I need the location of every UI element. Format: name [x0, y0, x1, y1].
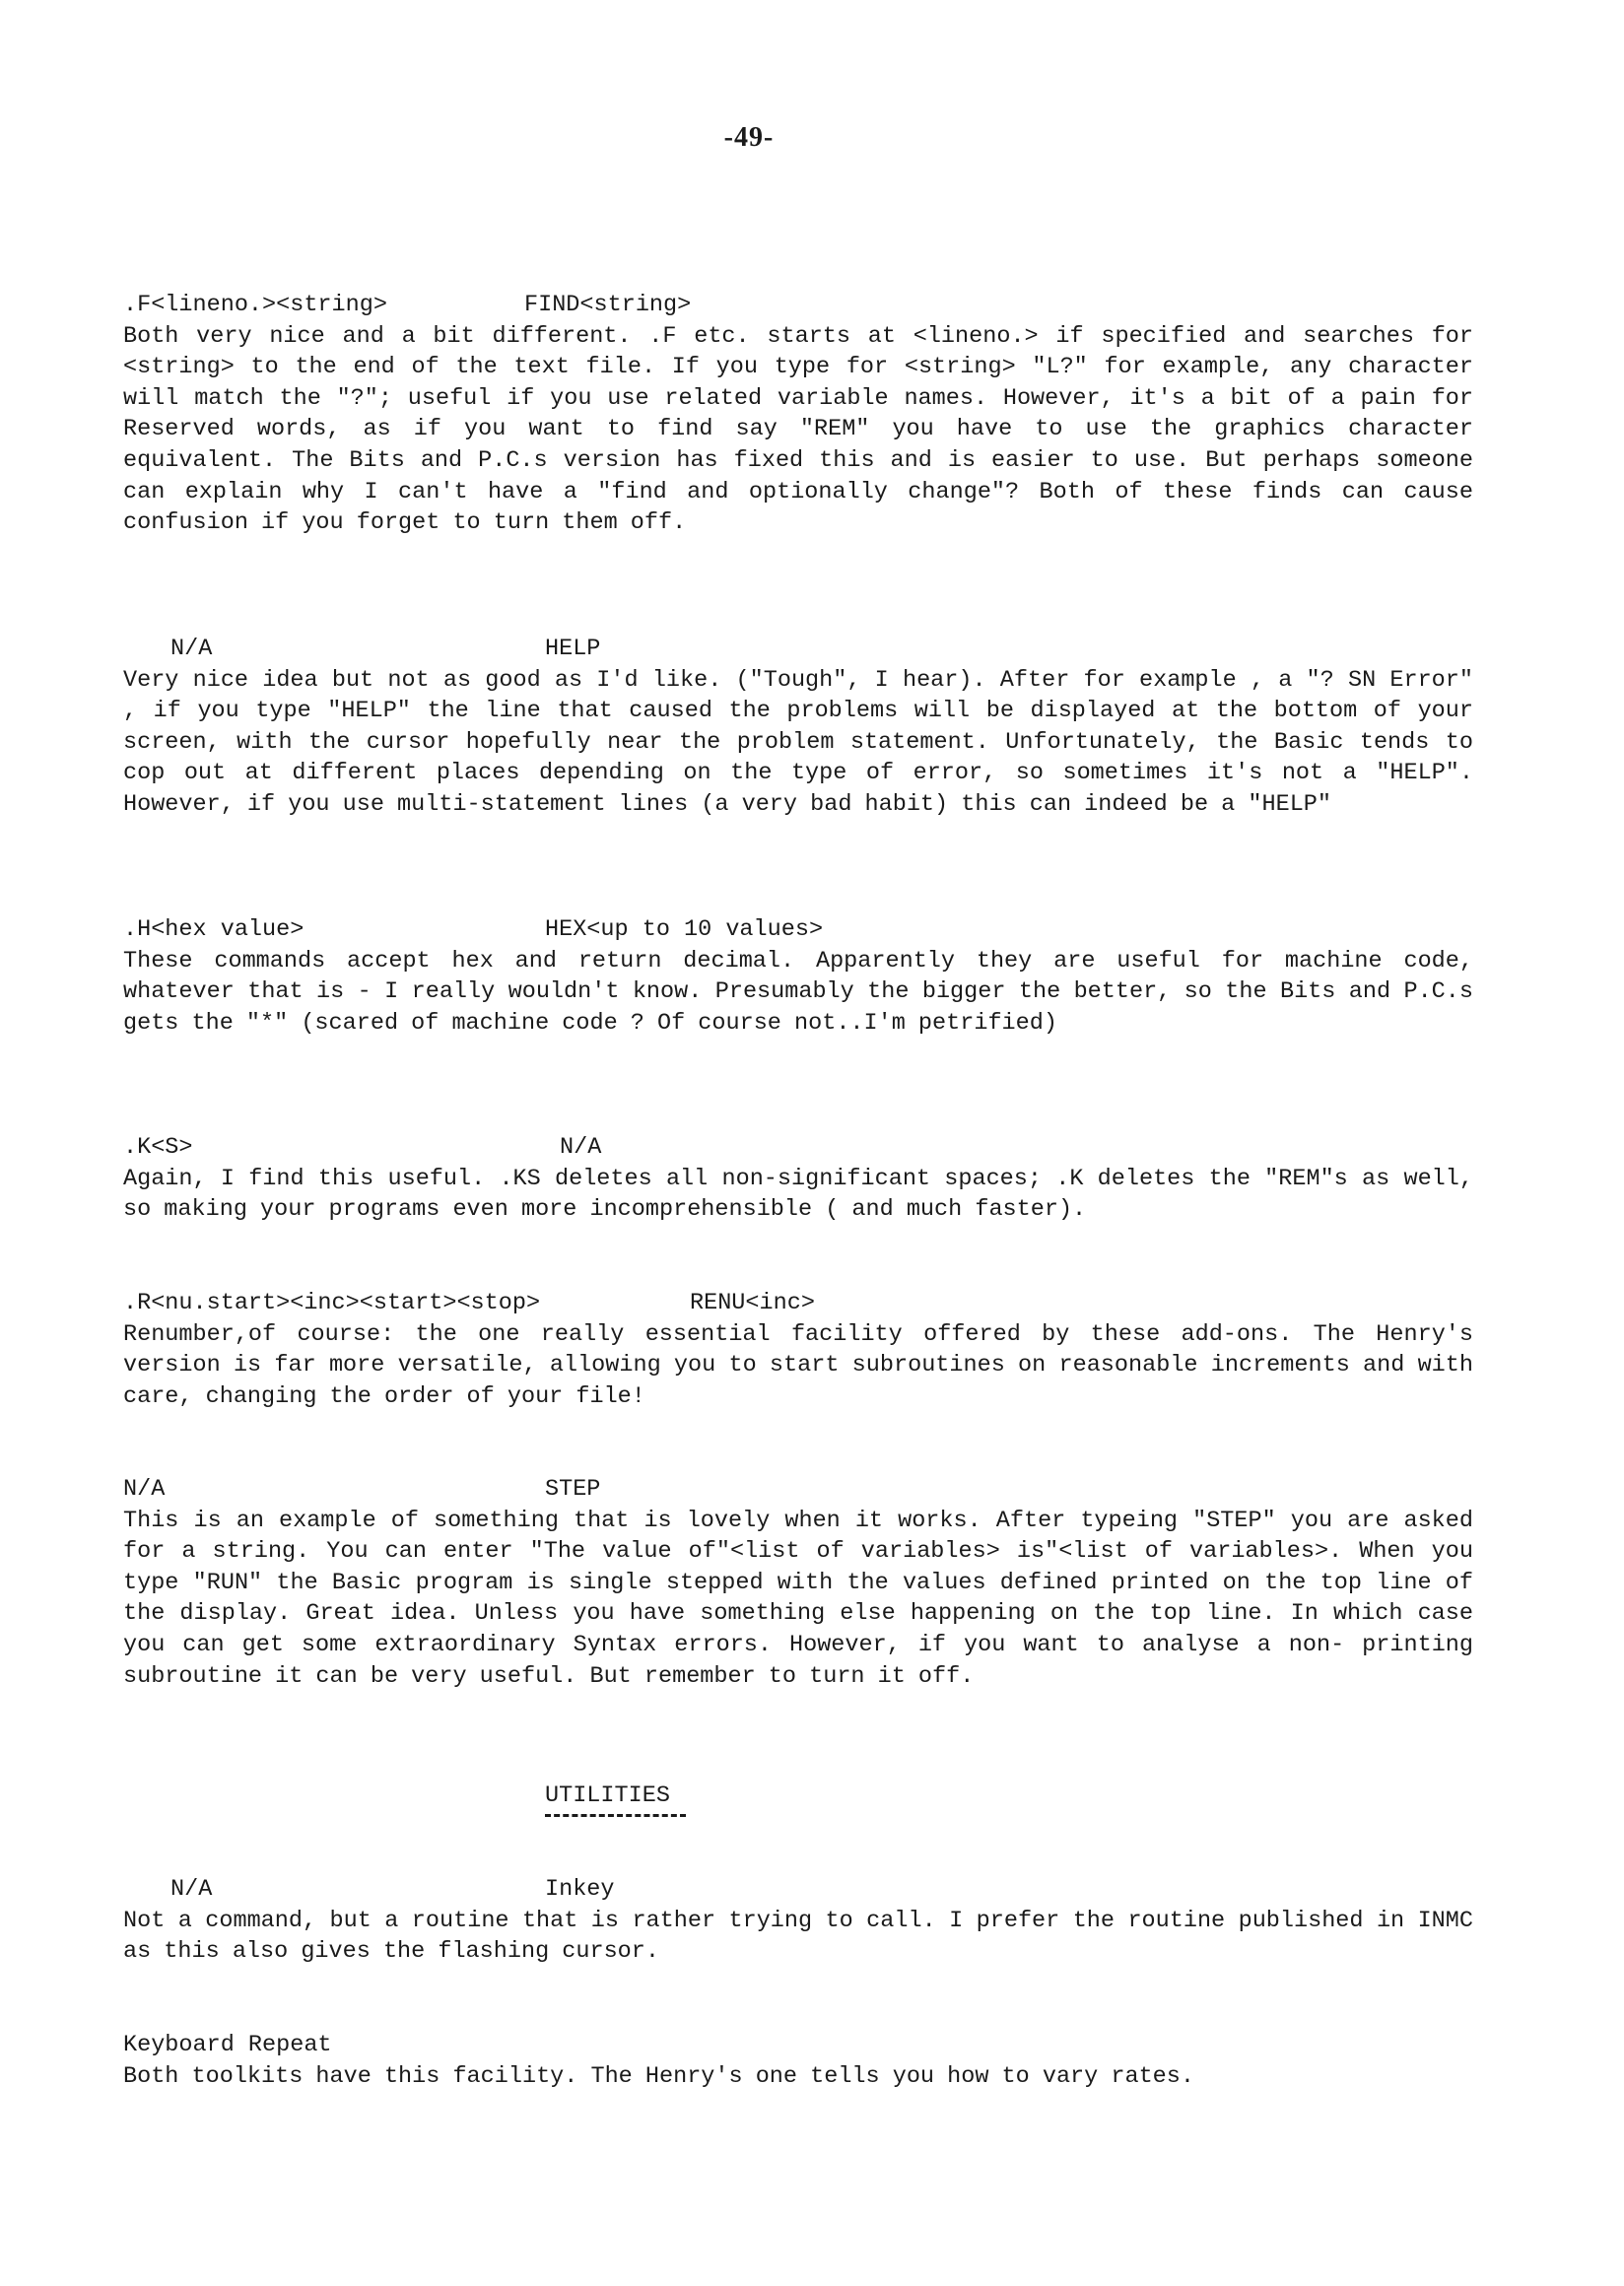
section-kill-spaces — [123, 1132, 1473, 1226]
page-number: -49- — [723, 122, 775, 153]
command-heading — [123, 290, 1473, 321]
section-find — [123, 290, 1473, 539]
section-body: Again, I find this useful. .KS deletes all non-significant spaces; .K deletes the "REM"s as well, so making your programs even more incomprehensible ( and much faster). — [123, 1165, 1473, 1224]
toolkit-a-command: .H<hex value> — [123, 916, 304, 943]
toolkit-a-command: N/A — [170, 1876, 213, 1903]
utilities-heading: UTILITIES — [545, 1782, 670, 1809]
toolkit-a-command: .R<nu.start><inc><start><stop> — [123, 1290, 541, 1316]
section-body: Very nice idea but not as good as I'd like. ("Tough", I hear). After for example , a "? SN Error" , if you type "HELP" the line that caused the problems will be displayed at the bottom of your screen, with the cursor hopefully near the problem statement. Unfortunately, the Basic tends to cop out at different places depending on the type of error, so sometimes it's not a "HELP". However, if you use multi-statement lines (a very bad habit) this can indeed be a "HELP" — [123, 666, 1473, 818]
command-heading — [123, 914, 1473, 946]
keyboard-repeat-title: Keyboard Repeat — [123, 2032, 332, 2058]
section-step — [123, 1474, 1473, 1692]
section-body: Both toolkits have this facility. The Henry's one tells you how to vary rates. — [123, 2062, 1194, 2090]
section-help — [123, 634, 1473, 821]
toolkit-b-command: FIND<string> — [524, 292, 692, 318]
toolkit-b-command: N/A — [560, 1134, 602, 1161]
toolkit-a-command: N/A — [123, 1476, 166, 1503]
toolkit-b-command: HELP — [545, 636, 601, 662]
section-body: Renumber,of course: the one really essential facility offered by these add-ons. The Henry's version is far more versatile, allowing you to start subroutines on reasonable increments and with care, changing the order of your file! — [123, 1320, 1473, 1410]
section-hex — [123, 914, 1473, 1039]
section-renumber — [123, 1288, 1473, 1412]
toolkit-b-command: STEP — [545, 1476, 601, 1503]
toolkit-b-command: HEX<up to 10 values> — [545, 916, 824, 943]
section-body: Both very nice and a bit different. .F etc. starts at <lineno.> if specified and searches for <string> to the end of the text file. If you type for <string> "L?" for example, any character will match the "?"; useful if you use related variable names. However, it's a bit of a pain for Reserved words, as if you want to find say "REM" you have to use the graphics character equivalent. The Bits and P.C.s version has fixed this and is easier to use. But perhaps someone can explain why I can't have a "find and optionally change"? Both of these finds can cause confusion if you forget to turn them off. — [123, 322, 1473, 537]
toolkit-a-command: .F<lineno.><string> — [123, 292, 387, 318]
section-body: These commands accept hex and return decimal. Apparently they are useful for machine code, whatever that is - I really wouldn't know. Presumably the bigger the better, so the Bits and P.C.s gets the "*" (scared of machine code ? Of course not..I'm petrified) — [123, 947, 1473, 1037]
section-inkey — [123, 1874, 1473, 1968]
section-body: Not a command, but a routine that is rather trying to call. I prefer the routine published in INMC as this also gives the flashing cursor. — [123, 1907, 1473, 1966]
toolkit-b-command: Inkey — [545, 1876, 615, 1903]
command-heading — [123, 1874, 1473, 1906]
section-body: This is an example of something that is lovely when it works. After typeing "STEP" you are asked for a string. You can enter "The value of"<list of variables> is"<list of variables>. When you type "RUN" the Basic program is single stepped with the values defined printed on the top line of the display. Great idea. Unless you have something else happening on the top line. In which case you can get some extraordinary Syntax errors. However, if you want to analyse a non- printing subroutine it can be very useful. But remember to turn it off. — [123, 1507, 1473, 1690]
command-heading — [123, 634, 1473, 665]
command-heading — [123, 1288, 1473, 1319]
section-title — [123, 2030, 1473, 2061]
toolkit-b-command: RENU<inc> — [690, 1290, 815, 1316]
toolkit-a-command: .K<S> — [123, 1134, 193, 1161]
utilities-underline — [545, 1814, 686, 1817]
command-heading — [123, 1474, 1473, 1506]
toolkit-a-command: N/A — [170, 636, 213, 662]
command-heading — [123, 1132, 1473, 1164]
section-keyboard-repeat — [123, 2030, 1473, 2092]
